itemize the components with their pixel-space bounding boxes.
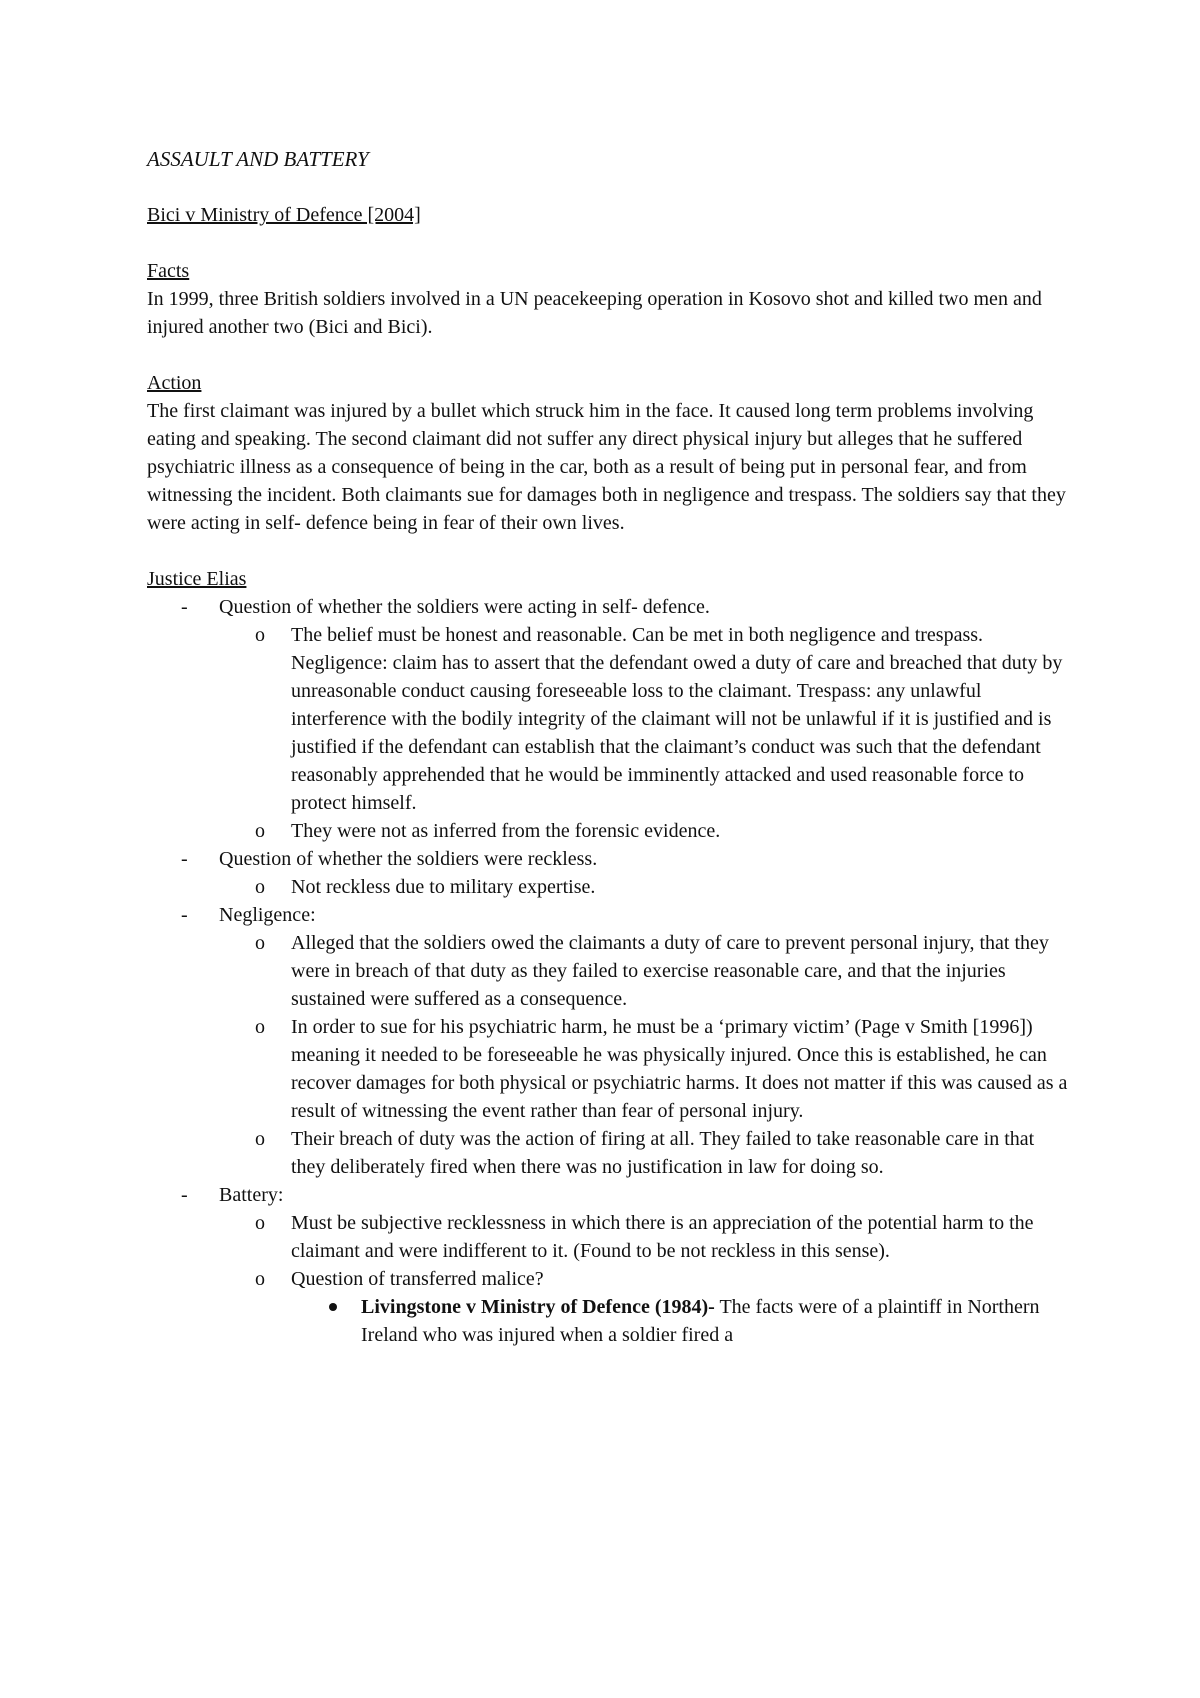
point-text: Battery: (219, 1184, 284, 1206)
list-item (219, 817, 1070, 845)
facts-section (147, 257, 1070, 341)
circle-marker: o (255, 1128, 265, 1150)
justice-heading: Justice Elias (147, 568, 247, 590)
subpoint-text: The belief must be honest and reasonable. Can be met in both negligence and trespass. Negligence: claim has to assert that the defendant owed a duty of care and breached that duty by unreasonable conduct causing foreseeable loss to the claimant. Trespass: any unlawful interference with the bodily integrity of the claimant will not be unlawful if it is justified and is justified if the defendant can establish that the claimant’s conduct was such that the defendant reasonably apprehended that he would be imminently attacked and used reasonable force to protect himself. (291, 624, 1063, 814)
subpoints-list (219, 1209, 1070, 1349)
justice-points-list (147, 593, 1070, 1349)
list-item (219, 929, 1070, 1013)
justice-section (147, 565, 1070, 1349)
subpoints-list (219, 621, 1070, 845)
circle-marker: o (255, 1016, 265, 1038)
list-item (219, 621, 1070, 817)
case-name: Livingstone v Ministry of Defence (1984)- (361, 1296, 715, 1318)
list-item (291, 1293, 1070, 1349)
list-item (147, 845, 1070, 901)
circle-marker: o (255, 624, 265, 646)
case-bullet-list (291, 1293, 1070, 1349)
case-summary: The facts were of a plaintiff in Northern Ireland who was injured when a soldier fired a (361, 1296, 1040, 1346)
bullet-marker (329, 1303, 337, 1311)
list-item (147, 901, 1070, 1181)
action-text: The first claimant was injured by a bullet which struck him in the face. It caused long term problems involving eating and speaking. The second claimant did not suffer any direct physical injury but alleges that he suffered psychiatric illness as a consequence of being in the car, both as a result of being put in personal fear, and from witnessing the incident. Both claimants sue for damages both in negligence and trespass. The soldiers say that they were acting in self- defence being in fear of their own lives. (147, 400, 1066, 534)
circle-marker: o (255, 932, 265, 954)
list-item (219, 1013, 1070, 1125)
list-item (219, 1265, 1070, 1349)
subpoints-list (219, 929, 1070, 1181)
circle-marker: o (255, 876, 265, 898)
subpoint-text: Must be subjective recklessness in which there is an appreciation of the potential harm to the claimant and were indifferent to it. (Found to be not reckless in this sense). (291, 1212, 1034, 1262)
list-item (147, 593, 1070, 845)
action-heading: Action (147, 372, 202, 394)
facts-text: In 1999, three British soldiers involved in a UN peacekeeping operation in Kosovo shot and killed two men and injured another two (Bici and Bici). (147, 288, 1042, 338)
circle-marker: o (255, 1212, 265, 1234)
point-text: Question of whether the soldiers were acting in self- defence. (219, 596, 710, 618)
subpoint-text: Not reckless due to military expertise. (291, 876, 596, 898)
case-title: Bici v Ministry of Defence [2004] (147, 204, 421, 226)
subpoint-text: In order to sue for his psychiatric harm, he must be a ‘primary victim’ (Page v Smith [1996]) meaning it needed to be foreseeable he was physically injured. Once this is established, he can recover damages for both physical or psychiatric harms. It does not matter if this was caused as a result of witnessing the event rather than fear of personal injury. (291, 1016, 1068, 1122)
dash-marker: - (181, 1184, 188, 1206)
subpoint-text: Question of transferred malice? (291, 1268, 544, 1290)
subpoints-list (219, 873, 1070, 901)
circle-marker: o (255, 820, 265, 842)
document-title: ASSAULT AND BATTERY (147, 147, 369, 171)
list-item (147, 1181, 1070, 1349)
subpoint-text: Their breach of duty was the action of firing at all. They failed to take reasonable care in that they deliberately fired when there was no justification in law for doing so. (291, 1128, 1035, 1178)
subpoint-text: Alleged that the soldiers owed the claimants a duty of care to prevent personal injury, that they were in breach of that duty as they failed to exercise reasonable care, and that the injuries sustained were suffered as a consequence. (291, 932, 1049, 1010)
facts-heading: Facts (147, 260, 190, 282)
list-item (219, 1209, 1070, 1265)
dash-marker: - (181, 904, 188, 926)
circle-marker: o (255, 1268, 265, 1290)
action-section (147, 369, 1070, 537)
dash-marker: - (181, 596, 188, 618)
list-item (219, 1125, 1070, 1181)
dash-marker: - (181, 848, 188, 870)
point-text: Negligence: (219, 904, 316, 926)
point-text: Question of whether the soldiers were reckless. (219, 848, 598, 870)
subpoint-text: They were not as inferred from the forensic evidence. (291, 820, 721, 842)
list-item (219, 873, 1070, 901)
